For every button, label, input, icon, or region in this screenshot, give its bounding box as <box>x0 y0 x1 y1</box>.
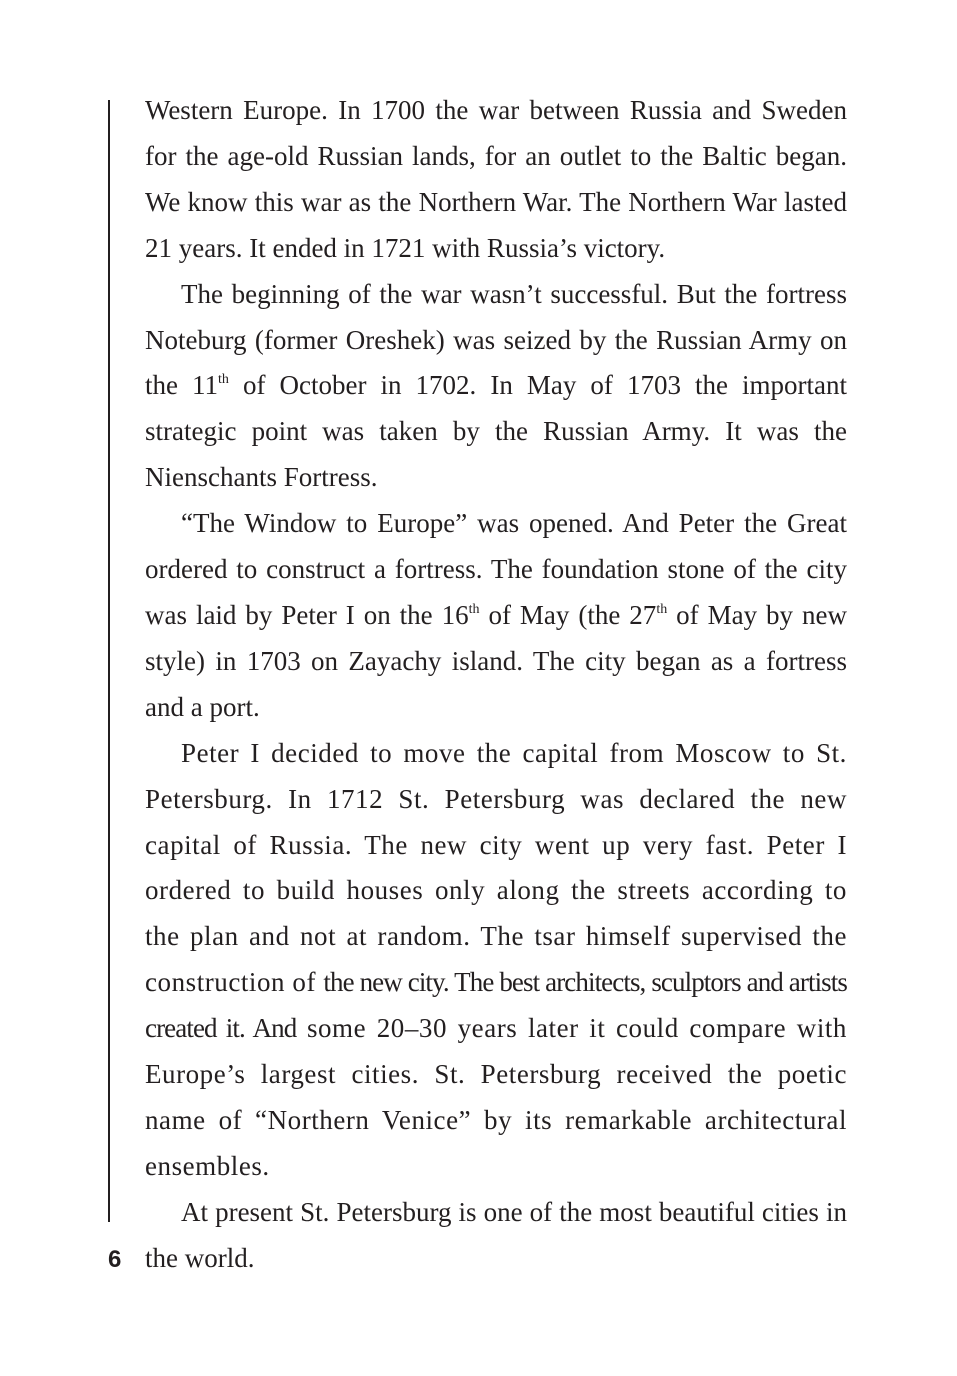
paragraph-5 <box>145 1190 847 1282</box>
paragraph-4 <box>145 731 847 1190</box>
paragraph-2-text-a: The beginning of the war wasn’t successful. But the fortress Noteburg (former Oreshek) was seized by the Russian Army on the 11 <box>145 278 847 401</box>
paragraph-2 <box>145 272 847 502</box>
paragraph-4-text-b: the new city. The best architects, sculptors and artists created it. And <box>145 967 847 1044</box>
paragraph-4-text-c: some 20–30 years later it could compare with Europe’s largest cities. St. Petersburg received the poetic name of “Northern Venice” by its remarkable architectural ensembles. <box>145 1013 847 1181</box>
paragraph-1 <box>145 88 847 272</box>
paragraph-3-text-b: of May (the 27 <box>479 599 657 630</box>
margin-rule <box>108 100 110 1222</box>
paragraph-3-text-a: “The Window to Europe” was opened. And Peter the Great ordered to construct a fortress. The foundation stone of the city was laid by Peter I on the 16 <box>145 508 847 630</box>
paragraph-4-text-a: Peter I decided to move the capital from Moscow to St. Petersburg. In 1712 St. Petersburg was declared the new capital of Russia. The new city went up very fast. Peter I ordered to build houses only along the streets according to the plan and not at random. The tsar himself supervised the construction of <box>145 737 847 998</box>
ordinal-suffix: th <box>218 372 229 388</box>
body-text <box>145 88 847 1282</box>
page-number: 6 <box>108 1246 122 1273</box>
ordinal-suffix: th <box>656 601 668 617</box>
paragraph-3 <box>145 501 847 731</box>
paragraph-5-text: At present St. Petersburg is one of the most beautiful cities in the world. <box>145 1196 847 1273</box>
paragraph-3-text-c: of May by new style) in 1703 on Zayachy island. The city began as a fortress and a port. <box>145 599 847 722</box>
paragraph-2-text-b: of October in 1702. In May of 1703 the important strategic point was taken by the Russian Army. It was the Nienschants Fortress. <box>145 370 847 493</box>
paragraph-1-text: Western Europe. In 1700 the war between Russia and Sweden for the age-old Russian lands, for an outlet to the Baltic began. We know this war as the Northern War. The Northern War lasted 21 years. It ended in 1721 with Russia’s victory. <box>145 95 847 263</box>
ordinal-suffix: th <box>468 601 480 617</box>
